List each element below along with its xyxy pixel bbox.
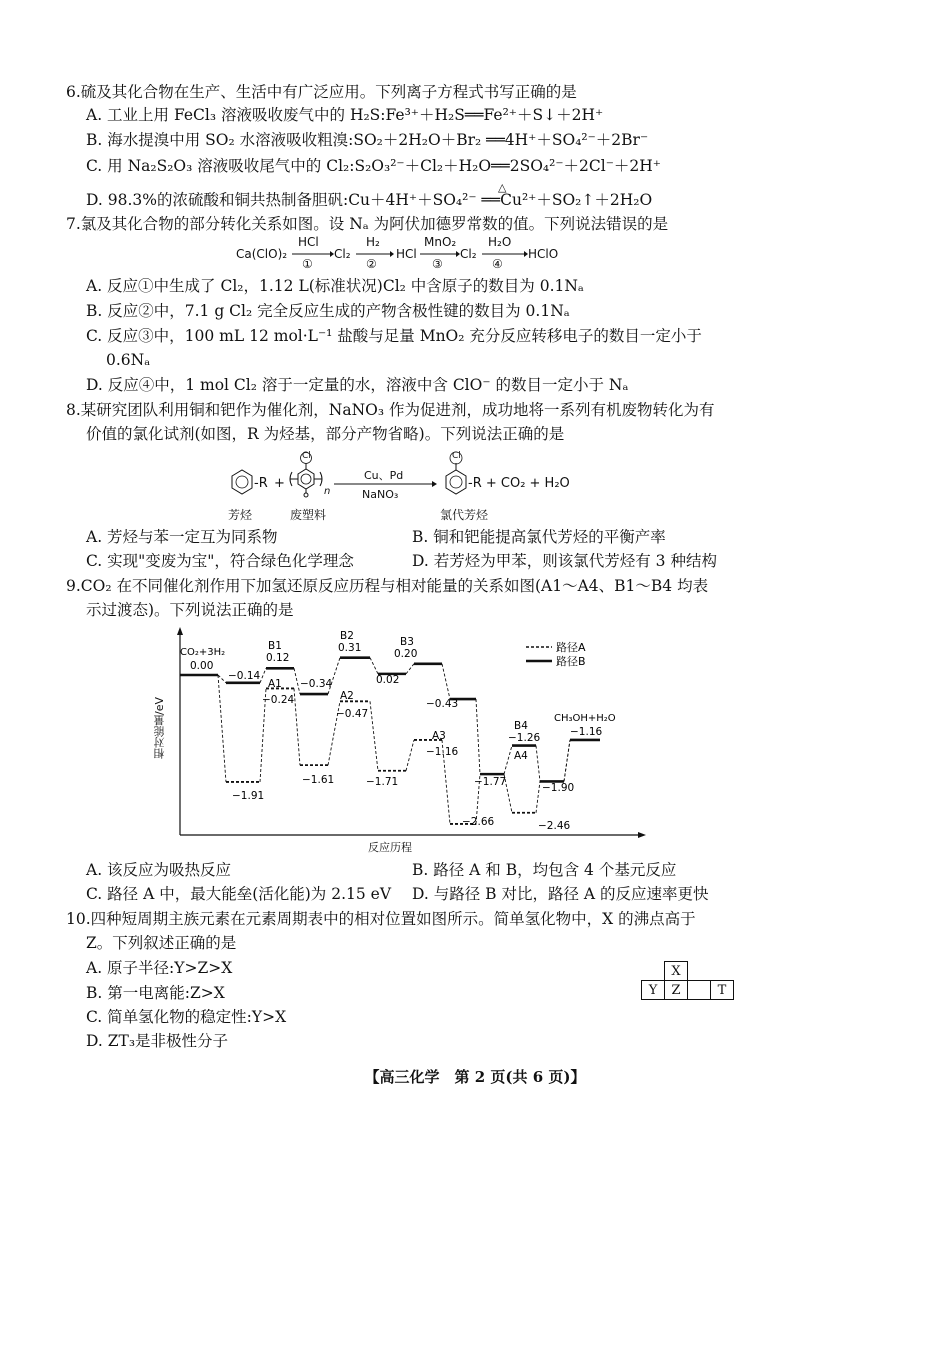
- chart-label-b_m3: 0.02: [376, 674, 400, 686]
- promoter-label: NaNO₃: [362, 488, 399, 501]
- q6-delta-sign: △: [498, 181, 507, 194]
- element-z: Z: [665, 981, 688, 1000]
- chart-label-start_val: 0.00: [190, 660, 214, 672]
- q10-option-b: B. 第一电离能:Z>X: [86, 984, 225, 1002]
- path-a-connector: [370, 701, 378, 770]
- scheme-step-2: ②: [366, 257, 377, 271]
- chart-label-a_m1: −1.91: [232, 790, 265, 802]
- arene-r-group: -R: [254, 476, 268, 491]
- chart-label-m5: −1.77: [474, 776, 507, 788]
- chart-label-b_m2: −0.34: [300, 678, 333, 690]
- q9-stem-line2: 示过渡态)。下列说法正确的是: [86, 601, 294, 619]
- q9-option-c: C. 路径 A 中，最大能垒(活化能)为 2.15 eV: [86, 885, 392, 903]
- chart-label-A4: A4: [514, 750, 528, 762]
- chart-label-B4: B4: [514, 720, 528, 732]
- chart-label-b_m6: −1.90: [542, 782, 575, 794]
- chart-label-start: CO₂+3H₂: [180, 647, 226, 658]
- q8-option-b: B. 铜和钯能提高氯代芳烃的平衡产率: [412, 528, 666, 546]
- arene-label: 芳烃: [228, 508, 253, 522]
- page-footer: 【高三化学 第 2 页(共 6 页)】: [364, 1068, 586, 1086]
- q10-option-c: C. 简单氢化物的稳定性:Y>X: [86, 1008, 287, 1026]
- q7-stem: 7.氯及其化合物的部分转化关系如图。设 Nₐ 为阿伏加德罗常数的值。下列说法错误的是: [66, 215, 669, 233]
- chloroarene-label: 氯代芳烃: [440, 508, 489, 522]
- q9-option-b: B. 路径 A 和 B，均包含 4 个基元反应: [412, 861, 677, 879]
- q8-stem-line2: 价值的氯化试剂(如图，R 为烃基，部分产物省略)。下列说法正确的是: [86, 425, 565, 443]
- chart-label-a_m4: −2.66: [462, 816, 495, 828]
- plastic-chlorine: Cl: [302, 451, 311, 461]
- q6-option-a: A. 工业上用 FeCl₃ 溶液吸收废气中的 H₂S:Fe³⁺＋H₂S══Fe²⁺＋S↓＋2H⁺: [86, 106, 604, 124]
- scheme-reagent-3: MnO₂: [424, 235, 457, 249]
- scheme-reagent-4: H₂O: [488, 235, 512, 249]
- scheme-step-3: ③: [432, 257, 443, 271]
- q7-option-c-line2: 0.6Nₐ: [106, 351, 151, 369]
- q8-option-a: A. 芳烃与苯一定互为同系物: [86, 528, 278, 546]
- y-axis-arrow: [177, 627, 183, 635]
- chart-label-b_m1: −0.14: [228, 670, 261, 682]
- chart-label-B4v: −1.26: [508, 732, 541, 744]
- x-axis-label: 反应历程: [368, 841, 412, 854]
- catalyst-label: Cu、Pd: [364, 469, 404, 482]
- scheme-chlorine-1: Cl₂: [334, 247, 351, 261]
- path-b-connector: [260, 668, 266, 683]
- chart-label-B2: B2: [340, 630, 354, 642]
- q8-option-c: C. 实现"变废为宝"，符合绿色化学理念: [86, 552, 354, 570]
- scheme-hcl: HCl: [396, 247, 417, 261]
- polymer-n: n: [324, 486, 331, 497]
- scheme-step-4: ④: [492, 257, 503, 271]
- q7-scheme: [236, 235, 576, 271]
- path-a-connector: [406, 740, 414, 771]
- chart-label-a_m3: −1.71: [366, 776, 399, 788]
- chart-label-end_val: −1.16: [570, 726, 603, 738]
- y-axis-label: 相对能量/eV: [153, 697, 166, 759]
- energy-profile-svg: [150, 625, 650, 857]
- scheme-arrows: [236, 235, 576, 271]
- x-axis-arrow: [638, 832, 646, 838]
- q10-option-d: D. ZT₃是非极性分子: [86, 1032, 229, 1050]
- chart-label-A2: A2: [340, 690, 354, 702]
- scheme-plus: +: [274, 476, 285, 491]
- path-a-connector: [536, 781, 540, 812]
- scheme-calcium-hypochlorite: Ca(ClO)₂: [236, 247, 288, 261]
- q7-option-b: B. 反应②中，7.1 g Cl₂ 完全反应生成的产物含极性键的数目为 0.1Nₐ: [86, 302, 570, 320]
- q10-stem-line2: Z。下列叙述正确的是: [86, 934, 237, 952]
- chart-label-A1v: −0.24: [262, 694, 295, 706]
- chart-label-b_m4: −0.43: [426, 698, 459, 710]
- chart-label-B1: B1: [268, 640, 282, 652]
- q8-stem-line1: 8.某研究团队利用铜和钯作为催化剂，NaNO₃ 作为促进剂，成功地将一系列有机废物转化为有: [66, 401, 715, 419]
- path-b-connector: [442, 664, 450, 699]
- path-a-connector: [218, 675, 226, 782]
- chart-label-end: CH₃OH+H₂O: [554, 713, 616, 724]
- product-chlorine: Cl: [452, 451, 461, 461]
- path-b-connector: [504, 746, 512, 775]
- path-b-connector: [536, 746, 540, 782]
- scheme-hclo: HClO: [528, 247, 559, 261]
- chart-label-B3v: 0.20: [394, 648, 418, 660]
- q6-option-b: B. 海水提溴中用 SO₂ 水溶液吸收粗溴:SO₂＋2H₂O＋Br₂ ══4H⁺＋SO₄²⁻＋2Br⁻: [86, 131, 649, 149]
- legend-a-label: 路径A: [556, 641, 586, 654]
- scheme-chlorine-2: Cl₂: [460, 247, 477, 261]
- path-b-connector: [218, 675, 226, 683]
- q10-stem-line1: 10.四种短周期主族元素在元素周期表中的相对位置如图所示。简单氢化物中，X 的沸点高于: [66, 910, 696, 928]
- chart-label-B3: B3: [400, 636, 414, 648]
- periodic-table-fragment: [641, 961, 734, 1000]
- legend-b-label: 路径B: [556, 655, 586, 668]
- chart-label-B2v: 0.31: [338, 642, 362, 654]
- chart-label-a_m2: −1.61: [302, 774, 335, 786]
- element-t: T: [711, 981, 734, 1000]
- element-y: Y: [642, 981, 665, 1000]
- q8-option-d: D. 若芳烃为甲苯，则该氯代芳烃有 3 种结构: [412, 552, 717, 570]
- path-b-connector: [370, 658, 378, 674]
- q10-option-a: A. 原子半径:Y>Z>X: [86, 959, 233, 977]
- chart-label-A2v: −0.47: [336, 708, 369, 720]
- q6-option-d: D. 98.3%的浓硫酸和铜共热制备胆矾:Cu＋4H⁺＋SO₄²⁻ ══Cu²⁺＋SO₂↑＋2H₂O: [86, 191, 653, 209]
- q8-scheme: [210, 450, 610, 522]
- path-b-connector: [564, 740, 570, 781]
- path-b-connector: [406, 664, 414, 674]
- q6-stem: 6.硫及其化合物在生产、生活中有广泛应用。下列离子方程式书写正确的是: [66, 83, 577, 101]
- chart-label-A3: A3: [432, 730, 446, 742]
- q9-option-d: D. 与路径 B 对比，路径 A 的反应速率更快: [412, 885, 709, 903]
- element-x: X: [665, 962, 688, 981]
- q9-stem-line1: 9.CO₂ 在不同催化剂作用下加氢还原反应历程与相对能量的关系如图(A1～A4、B1～B4 均表: [66, 577, 709, 595]
- scheme-step-1: ①: [302, 257, 313, 271]
- q7-option-a: A. 反应①中生成了 Cl₂，1.12 L(标准状况)Cl₂ 中含原子的数目为 0.1Nₐ: [86, 277, 584, 295]
- product-tail: -R + CO₂ + H₂O: [468, 476, 570, 491]
- q6-option-c: C. 用 Na₂S₂O₃ 溶液吸收尾气中的 Cl₂:S₂O₃²⁻＋Cl₂＋H₂O══2SO₄²⁻＋2Cl⁻＋2H⁺: [86, 157, 661, 175]
- path-a-connector: [294, 688, 300, 765]
- chart-label-a_m6: −2.46: [538, 820, 571, 832]
- chart-label-A3v: −1.16: [426, 746, 459, 758]
- waste-plastic-label: 废塑料: [290, 508, 327, 522]
- chart-label-B1v: 0.12: [266, 652, 290, 664]
- chart-label-A1: A1: [268, 678, 282, 690]
- path-b-connector: [476, 699, 480, 774]
- q7-option-d: D. 反应④中，1 mol Cl₂ 溶于一定量的水，溶液中含 ClO⁻ 的数目一定小于 Nₐ: [86, 376, 629, 394]
- scheme-reagent-2: H₂: [366, 235, 380, 249]
- energy-profile-chart: [150, 625, 650, 857]
- q9-option-a: A. 该反应为吸热反应: [86, 861, 232, 879]
- element-blank: [688, 981, 711, 1000]
- scheme-reagent-1: HCl: [298, 235, 319, 249]
- q7-option-c-line1: C. 反应③中，100 mL 12 mol·L⁻¹ 盐酸与足量 MnO₂ 充分反应转移电子的数目一定小于: [86, 327, 702, 345]
